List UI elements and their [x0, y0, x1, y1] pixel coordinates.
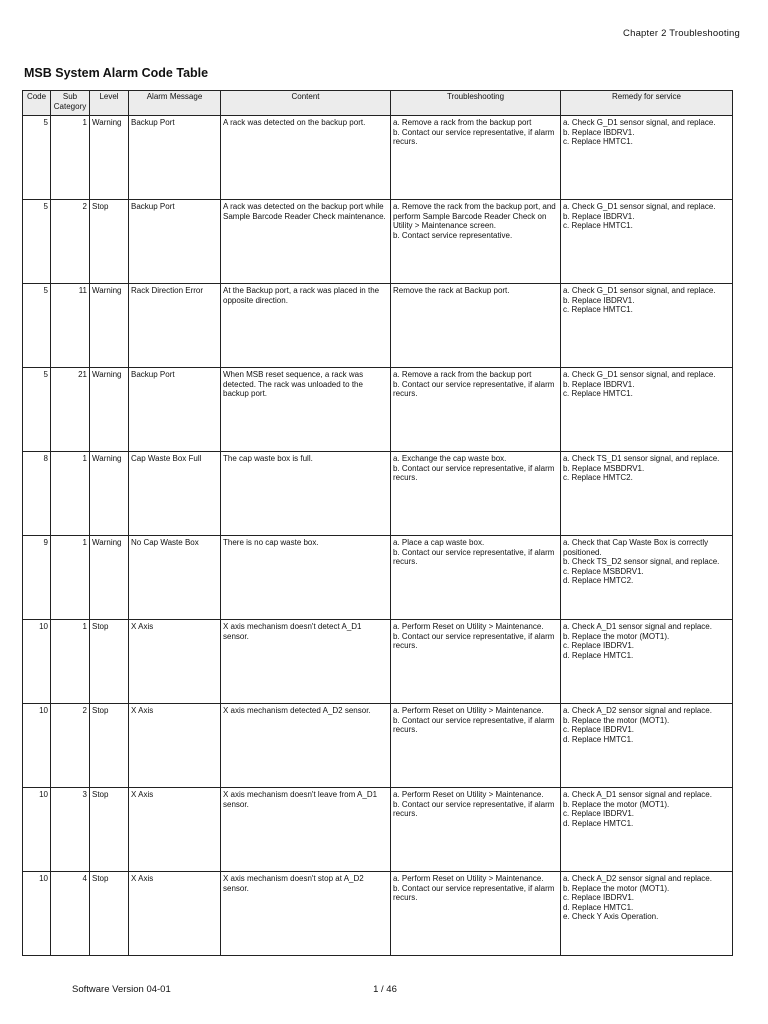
cell-troubleshooting: [391, 284, 561, 368]
cell-remedy-line: b. Replace IBDRV1.: [563, 295, 635, 305]
cell-troubleshooting-line: a. Remove the rack from the backup port, and perform Sample Barcode Reader Check on Utility > Maintenance screen.: [393, 202, 558, 230]
cell-content: [221, 788, 391, 872]
cell-remedy-line: a. Check G_D1 sensor signal, and replace.: [563, 118, 716, 127]
cell-remedy: [561, 536, 733, 620]
cell-remedy-line: a. Check A_D2 sensor signal and replace.: [563, 706, 712, 715]
cell-troubleshooting-line: b. Contact our service representative, if alarm recurs.: [393, 883, 557, 902]
cell-code: 8: [23, 452, 51, 536]
cell-troubleshooting-line: b. Contact our service representative, if alarm recurs.: [393, 715, 557, 734]
column-header-code: Code: [23, 91, 51, 116]
cell-sub-category: 3: [51, 788, 90, 872]
cell-troubleshooting-line: a. Perform Reset on Utility > Maintenance.: [393, 706, 544, 715]
cell-level: Stop: [90, 620, 129, 704]
cell-troubleshooting: [391, 620, 561, 704]
cell-remedy-line: b. Check TS_D2 sensor signal, and replace.: [563, 557, 720, 566]
column-header-remedy: Remedy for service: [561, 91, 733, 116]
column-header-troubleshooting: Troubleshooting: [391, 91, 561, 116]
cell-content-line: At the Backup port, a rack was placed in the opposite direction.: [223, 286, 382, 305]
cell-content: [221, 368, 391, 452]
cell-remedy-line: c. Replace HMTC1.: [563, 305, 633, 314]
cell-alarm-message: Cap Waste Box Full: [129, 452, 221, 536]
table-header-row: [23, 91, 733, 116]
cell-sub-category: 11: [51, 284, 90, 368]
cell-remedy-line: a. Check G_D1 sensor signal, and replace.: [563, 370, 716, 379]
cell-content: [221, 200, 391, 284]
cell-remedy: [561, 704, 733, 788]
table-row: [23, 116, 733, 200]
cell-remedy-line: a. Check TS_D1 sensor signal, and replace.: [563, 454, 720, 463]
cell-code: 10: [23, 788, 51, 872]
table-row: [23, 704, 733, 788]
cell-sub-category: 1: [51, 452, 90, 536]
cell-sub-category: 1: [51, 536, 90, 620]
column-header-content: Content: [221, 91, 391, 116]
cell-remedy-line: a. Check A_D2 sensor signal and replace.: [563, 874, 712, 883]
cell-remedy-line: a. Check G_D1 sensor signal, and replace.: [563, 286, 716, 295]
cell-remedy-line: a. Check A_D1 sensor signal and replace.: [563, 790, 712, 799]
cell-remedy-line: a. Check that Cap Waste Box is correctly positioned.: [563, 538, 711, 557]
cell-troubleshooting-line: a. Exchange the cap waste box.: [393, 454, 507, 463]
cell-troubleshooting-line: a. Place a cap waste box.: [393, 538, 485, 547]
cell-content-line: X axis mechanism doesn't stop at A_D2 sensor.: [223, 874, 366, 893]
cell-alarm-message: No Cap Waste Box: [129, 536, 221, 620]
cell-remedy: [561, 620, 733, 704]
cell-remedy-line: d. Replace HMTC1.: [563, 902, 634, 912]
cell-troubleshooting: [391, 368, 561, 452]
cell-remedy-line: d. Replace HMTC2.: [563, 576, 634, 585]
cell-code: 9: [23, 536, 51, 620]
table-row: [23, 452, 733, 536]
cell-level: Warning: [90, 536, 129, 620]
cell-remedy-line: d. Replace HMTC1.: [563, 818, 634, 828]
cell-code: 5: [23, 200, 51, 284]
cell-remedy-line: b. Replace the motor (MOT1).: [563, 883, 670, 893]
cell-alarm-message: Backup Port: [129, 200, 221, 284]
cell-alarm-message: Rack Direction Error: [129, 284, 221, 368]
table-row: [23, 284, 733, 368]
cell-level: Warning: [90, 116, 129, 200]
cell-remedy-line: b. Replace IBDRV1.: [563, 127, 635, 137]
cell-remedy-line: c. Replace IBDRV1.: [563, 725, 634, 734]
cell-content: [221, 620, 391, 704]
software-version: Software Version 04-01: [72, 984, 171, 995]
cell-remedy-line: e. Check Y Axis Operation.: [563, 912, 659, 921]
column-header-sub-category: Sub Category: [51, 91, 90, 116]
cell-remedy-line: a. Check A_D1 sensor signal and replace.: [563, 622, 712, 631]
cell-code: 5: [23, 116, 51, 200]
cell-troubleshooting-line: b. Contact our service representative, if alarm recurs.: [393, 127, 557, 146]
cell-sub-category: 2: [51, 200, 90, 284]
cell-remedy-line: b. Replace the motor (MOT1).: [563, 631, 670, 641]
cell-remedy-line: c. Replace HMTC1.: [563, 137, 633, 146]
table-row: [23, 368, 733, 452]
table-row: [23, 200, 733, 284]
page-title: MSB System Alarm Code Table: [24, 66, 209, 80]
cell-level: Warning: [90, 284, 129, 368]
cell-sub-category: 4: [51, 872, 90, 956]
cell-troubleshooting-line: b. Contact service representative.: [393, 230, 513, 240]
cell-content: [221, 452, 391, 536]
cell-troubleshooting-line: a. Remove a rack from the backup port: [393, 118, 532, 127]
cell-remedy-line: c. Replace HMTC1.: [563, 389, 633, 398]
cell-troubleshooting: [391, 116, 561, 200]
table-row: [23, 872, 733, 956]
table-row: [23, 620, 733, 704]
cell-troubleshooting: [391, 536, 561, 620]
cell-sub-category: 21: [51, 368, 90, 452]
cell-level: Warning: [90, 368, 129, 452]
cell-remedy: [561, 368, 733, 452]
cell-alarm-message: X Axis: [129, 872, 221, 956]
cell-level: Stop: [90, 872, 129, 956]
cell-remedy: [561, 116, 733, 200]
cell-remedy: [561, 872, 733, 956]
cell-troubleshooting: [391, 788, 561, 872]
cell-remedy-line: b. Replace IBDRV1.: [563, 211, 635, 221]
cell-alarm-message: X Axis: [129, 788, 221, 872]
cell-remedy-line: c. Replace MSBDRV1.: [563, 566, 644, 576]
cell-content: [221, 704, 391, 788]
cell-content: [221, 872, 391, 956]
column-header-alarm-message: Alarm Message: [129, 91, 221, 116]
cell-content: [221, 536, 391, 620]
cell-troubleshooting-line: a. Perform Reset on Utility > Maintenance.: [393, 790, 544, 799]
cell-troubleshooting-line: b. Contact our service representative, if alarm recurs.: [393, 631, 557, 650]
cell-content-line: X axis mechanism doesn't leave from A_D1 sensor.: [223, 790, 380, 809]
cell-remedy-line: a. Check G_D1 sensor signal, and replace.: [563, 202, 716, 211]
cell-level: Stop: [90, 200, 129, 284]
cell-troubleshooting-line: b. Contact our service representative, if alarm recurs.: [393, 547, 557, 566]
cell-content: [221, 116, 391, 200]
cell-alarm-message: Backup Port: [129, 116, 221, 200]
page-number: 1 / 46: [373, 984, 397, 995]
cell-troubleshooting: [391, 872, 561, 956]
cell-remedy: [561, 284, 733, 368]
cell-content-line: There is no cap waste box.: [223, 538, 319, 547]
cell-troubleshooting: [391, 704, 561, 788]
cell-content-line: X axis mechanism doesn't detect A_D1 sensor.: [223, 622, 364, 641]
cell-content: [221, 284, 391, 368]
cell-content-line: X axis mechanism detected A_D2 sensor.: [223, 706, 371, 715]
cell-remedy-line: b. Replace MSBDRV1.: [563, 463, 645, 473]
cell-remedy-line: b. Replace the motor (MOT1).: [563, 799, 670, 809]
cell-level: Warning: [90, 452, 129, 536]
cell-troubleshooting-line: a. Remove a rack from the backup port: [393, 370, 532, 379]
cell-level: Stop: [90, 704, 129, 788]
cell-remedy-line: d. Replace HMTC1.: [563, 734, 634, 744]
cell-remedy: [561, 452, 733, 536]
cell-sub-category: 2: [51, 704, 90, 788]
cell-troubleshooting-line: a. Perform Reset on Utility > Maintenance.: [393, 622, 544, 631]
cell-code: 10: [23, 620, 51, 704]
cell-remedy: [561, 200, 733, 284]
cell-remedy-line: b. Replace the motor (MOT1).: [563, 715, 670, 725]
cell-sub-category: 1: [51, 116, 90, 200]
cell-remedy-line: c. Replace IBDRV1.: [563, 809, 634, 818]
cell-code: 5: [23, 284, 51, 368]
cell-code: 10: [23, 872, 51, 956]
cell-content-line: A rack was detected on the backup port while Sample Barcode Reader Check maintenance.: [223, 202, 386, 221]
cell-troubleshooting-line: Remove the rack at Backup port.: [393, 286, 510, 295]
cell-remedy-line: c. Replace HMTC1.: [563, 221, 633, 230]
cell-troubleshooting-line: b. Contact our service representative, if alarm recurs.: [393, 379, 557, 398]
cell-content-line: When MSB reset sequence, a rack was detected. The rack was unloaded to the backup port.: [223, 370, 366, 398]
cell-remedy-line: c. Replace HMTC2.: [563, 473, 633, 482]
table-body: [23, 116, 733, 956]
cell-troubleshooting: [391, 200, 561, 284]
table-row: [23, 788, 733, 872]
cell-level: Stop: [90, 788, 129, 872]
alarm-code-table: [22, 90, 733, 956]
cell-troubleshooting: [391, 452, 561, 536]
cell-troubleshooting-line: a. Perform Reset on Utility > Maintenance.: [393, 874, 544, 883]
cell-remedy-line: d. Replace HMTC1.: [563, 650, 634, 660]
cell-alarm-message: X Axis: [129, 620, 221, 704]
cell-remedy-line: c. Replace IBDRV1.: [563, 641, 634, 650]
cell-content-line: The cap waste box is full.: [223, 454, 313, 463]
column-header-level: Level: [90, 91, 129, 116]
cell-alarm-message: Backup Port: [129, 368, 221, 452]
cell-remedy: [561, 788, 733, 872]
cell-troubleshooting-line: b. Contact our service representative, if alarm recurs.: [393, 463, 557, 482]
cell-sub-category: 1: [51, 620, 90, 704]
cell-troubleshooting-line: b. Contact our service representative, if alarm recurs.: [393, 799, 557, 818]
table-row: [23, 536, 733, 620]
cell-code: 5: [23, 368, 51, 452]
cell-remedy-line: b. Replace IBDRV1.: [563, 379, 635, 389]
chapter-header: Chapter 2 Troubleshooting: [623, 28, 740, 39]
cell-alarm-message: X Axis: [129, 704, 221, 788]
cell-content-line: A rack was detected on the backup port.: [223, 118, 366, 127]
cell-remedy-line: c. Replace IBDRV1.: [563, 893, 634, 902]
cell-code: 10: [23, 704, 51, 788]
